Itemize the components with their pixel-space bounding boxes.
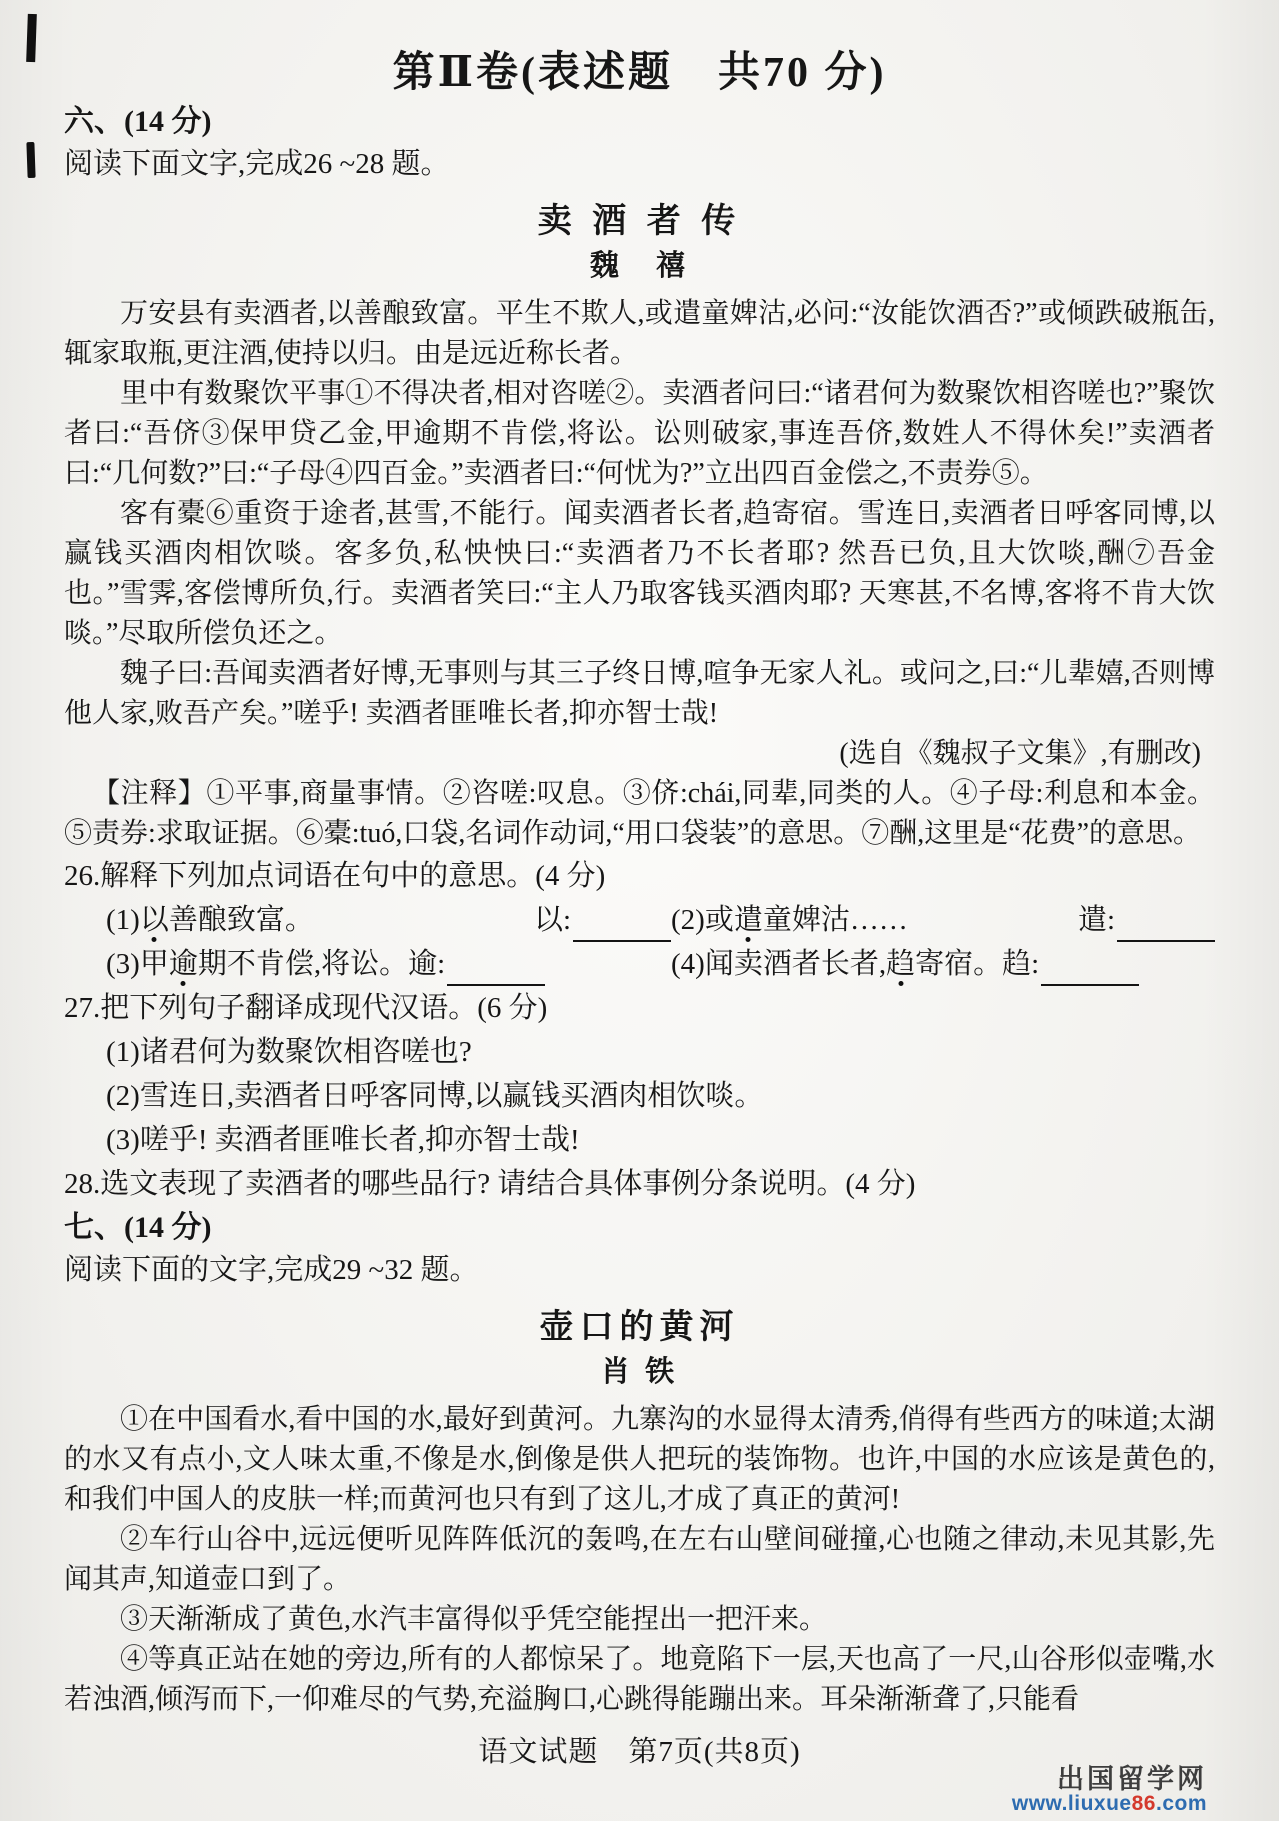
answer-slot <box>534 898 671 942</box>
answer-slot <box>1078 898 1215 942</box>
item-phrase: (4)闻卖酒者长者,趋寄宿。 <box>671 948 1003 980</box>
watermark-site-name: 出国留学网 <box>1057 1763 1207 1794</box>
question-26-item-4 <box>671 942 1215 986</box>
answer-blank-line <box>1117 910 1215 942</box>
answer-slot <box>1002 942 1139 986</box>
passage-one-paragraph: 万安县有卖酒者,以善酿致富。平生不欺人,或遣童婢沽,必问:“汝能饮酒否?”或倾跌破瓶缶,辄家取瓶,更注酒,使持以归。由是远近称长者。 <box>64 298 1215 369</box>
question-26-stem: 26.解释下列加点词语在句中的意思。(4 分) <box>64 860 606 892</box>
question-26-row <box>64 898 1215 942</box>
page-footer: 语文试题 第7页(共8页) <box>478 1736 801 1768</box>
question-26-item-1 <box>106 898 671 942</box>
passage-two-paragraph: ④等真正站在她的旁边,所有的人都惊呆了。地竟陷下一层,天也高了一尺,山谷形似壶嘴,水若浊酒,倾泻而下,一仰难尽的气势,充溢胸口,心跳得能蹦出来。耳朵渐渐聋了,只能看 <box>64 1644 1215 1715</box>
document-title: 第Ⅱ卷(表述题 共70 分) <box>392 50 887 96</box>
answer-blank-line <box>447 954 545 986</box>
passage-one-attribution: (选自《魏叔子文集》,有删改) <box>839 738 1201 769</box>
answer-blank-line <box>1041 954 1139 986</box>
passage-two-paragraph: ②车行山谷中,远远便听见阵阵低沉的轰鸣,在左右山壁间碰撞,心也随之律动,未见其影,先闻其声,知道壶口到了。 <box>64 1524 1215 1595</box>
watermark-url-number: 86 <box>1131 1791 1156 1815</box>
answer-label: 以: <box>533 904 571 936</box>
item-phrase: (2)或遣童婢沽…… <box>671 904 908 936</box>
passage-two-author: 肖 铁 <box>600 1356 679 1388</box>
passage-two-title: 壶口的黄河 <box>539 1309 740 1346</box>
question-27-item-3: (3)嗟乎! 卖酒者匪唯长者,抑亦智士哉! <box>106 1124 580 1156</box>
scan-artifact <box>26 142 35 178</box>
section-six-intro: 阅读下面文字,完成26 ~28 题。 <box>64 148 450 180</box>
passage-one-author: 魏 禧 <box>589 250 689 282</box>
passage-one-title: 卖 酒 者 传 <box>537 203 742 240</box>
passage-one-paragraph: 客有橐⑥重资于途者,甚雪,不能行。闻卖酒者长者,趋寄宿。雪连日,卖酒者日呼客同博,以赢钱买酒肉相饮啖。客多负,私怏怏曰:“卖酒者乃不长者耶? 然吾已负,且大饮啖,酬⑦吾金也。”雪霁,客偿博所负,行。卖酒者笑曰:“主人乃取客钱买酒肉耶? 天寒甚,不名博,客将不肯大饮啖。”尽取所偿负还之。 <box>64 498 1215 649</box>
emphasized-word: 遣 <box>733 904 763 936</box>
question-27-stem: 27.把下列句子翻译成现代汉语。(6 分) <box>64 992 548 1024</box>
answer-label: 逾: <box>408 948 446 980</box>
question-27-item-2: (2)雪连日,卖酒者日呼客同博,以赢钱买酒肉相饮啖。 <box>106 1080 764 1112</box>
question-27-item-1: (1)诸君何为数聚饮相咨嗟也? <box>106 1036 472 1068</box>
item-phrase: (3)甲逾期不肯偿,将讼。 <box>106 948 409 980</box>
question-26-item-2 <box>671 898 1215 942</box>
question-26-item-3 <box>106 942 671 986</box>
section-six-heading: 六、(14 分) <box>64 105 212 138</box>
passage-two-paragraph: ①在中国看水,看中国的水,最好到黄河。九寨沟的水显得太清秀,俏得有些西方的味道;太湖的水又有点小,文人味太重,不像是水,倒像是供人把玩的装饰物。也许,中国的水应该是黄色的,和我们中国人的皮肤一样;而黄河也只有到了这儿,才成了真正的黄河! <box>64 1404 1215 1515</box>
watermark <box>1012 1765 1207 1815</box>
answer-blank-line <box>573 910 671 942</box>
passage-one-paragraph: 魏子曰:吾闻卖酒者好博,无事则与其三子终日博,喧争无家人礼。或问之,曰:“儿辈嬉,否则博他人家,败吾产矣。”嗟乎! 卖酒者匪唯长者,抑亦智士哉! <box>64 658 1215 729</box>
question-28-stem: 28.选文表现了卖酒者的哪些品行? 请结合具体事例分条说明。(4 分) <box>64 1168 916 1200</box>
answer-label: 遣: <box>1077 904 1115 936</box>
passage-one-paragraph: 里中有数聚饮平事①不得决者,相对咨嗟②。卖酒者问曰:“诸君何为数聚饮相咨嗟也?”聚饮者曰:“吾侪③保甲贷乙金,甲逾期不肯偿,将讼。讼则破家,事连吾侪,数姓人不得休矣!”卖酒者曰:“几何数?”曰:“子母④四百金。”卖酒者曰:“何忧为?”立出四百金偿之,不责券⑤。 <box>64 378 1215 489</box>
scan-artifact <box>26 14 37 62</box>
question-26-row <box>64 942 1215 986</box>
section-seven-intro: 阅读下面的文字,完成29 ~32 题。 <box>64 1254 479 1286</box>
emphasized-word: 以 <box>139 904 169 936</box>
passage-two-paragraph: ③天渐渐成了黄色,水汽丰富得似乎凭空能捏出一把汗来。 <box>120 1604 828 1635</box>
answer-label: 趋: <box>1002 948 1040 980</box>
emphasized-word: 逾 <box>168 948 198 980</box>
item-phrase: (1)以善酿致富。 <box>106 904 314 936</box>
watermark-url: www.liuxue86.com <box>1011 1791 1207 1815</box>
answer-slot <box>408 942 545 986</box>
passage-one-notes: 【注释】①平事,商量事情。②咨嗟:叹息。③侪:chái,同辈,同类的人。④子母:利息和本金。⑤责券:求取证据。⑥橐:tuó,口袋,名词作动词,“用口袋装”的意思。⑦酬,这里是“花费”的意思。 <box>64 778 1215 849</box>
section-seven-heading: 七、(14 分) <box>64 1211 212 1244</box>
emphasized-word: 趋 <box>886 948 916 980</box>
